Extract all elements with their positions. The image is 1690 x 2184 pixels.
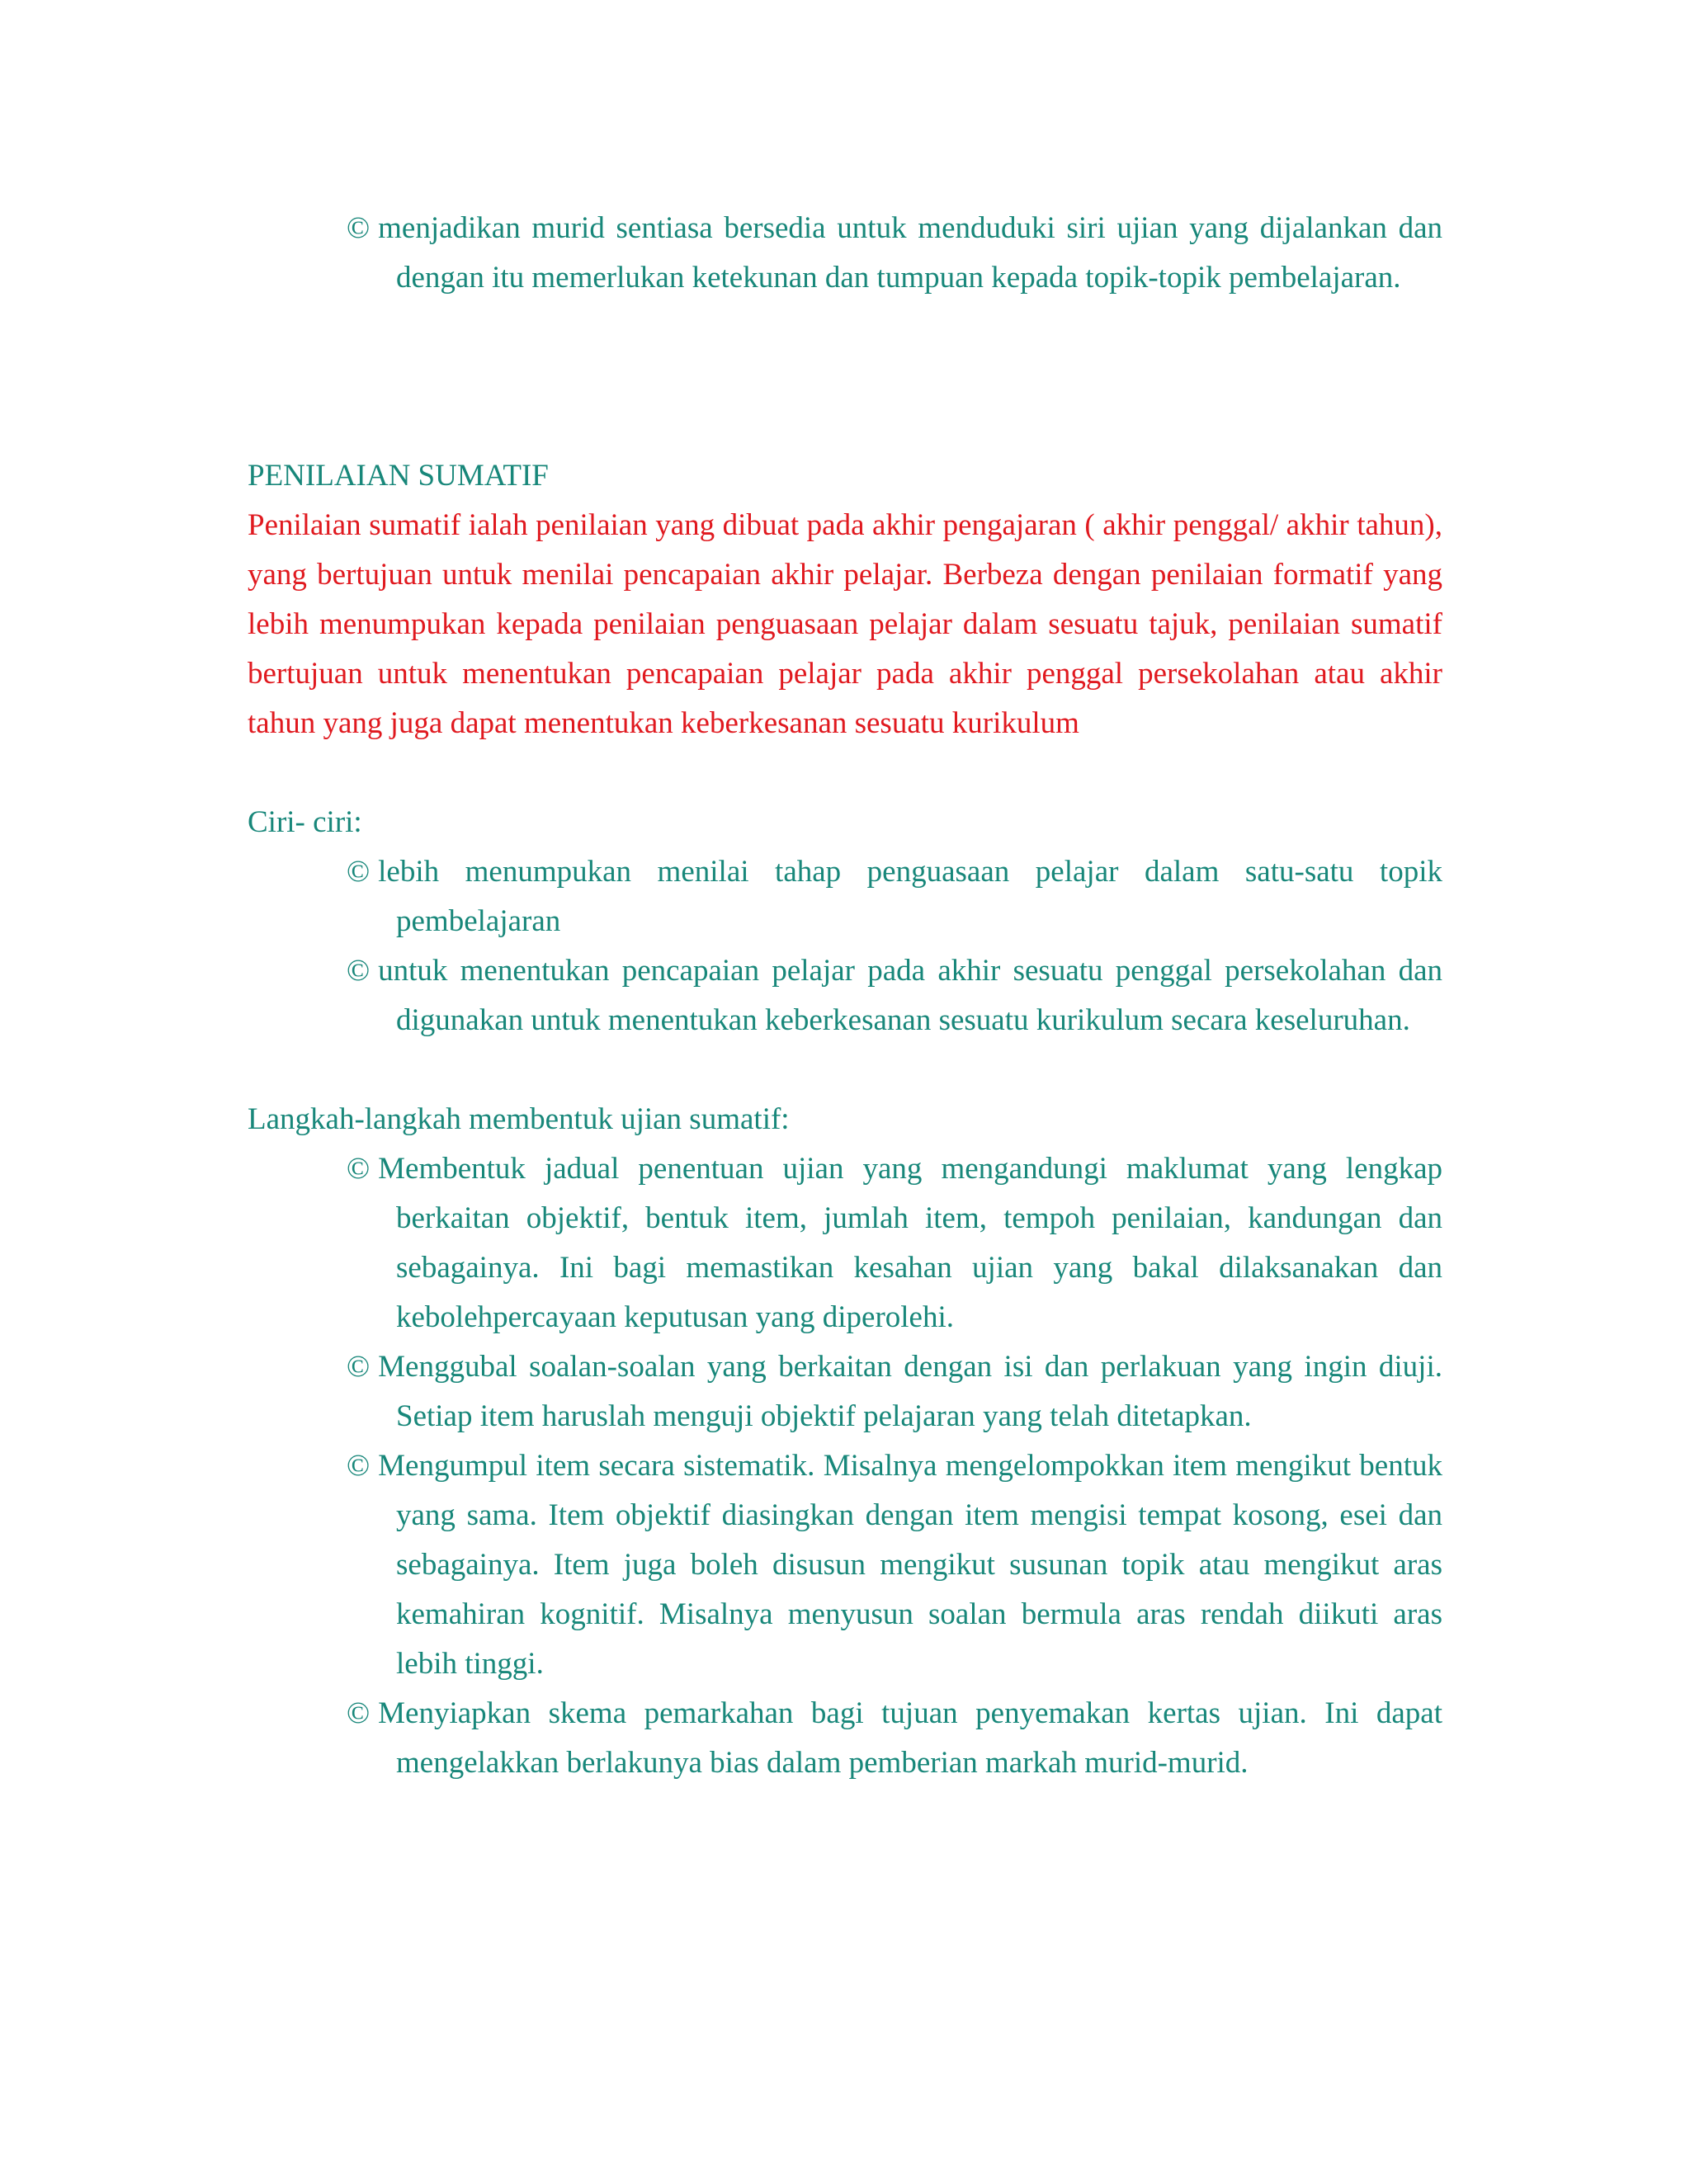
list-item-text: Menyiapkan skema pemarkahan bagi tujuan penyemakan kertas ujian. Ini dapat mengelakkan berlakunya bias dalam pemberian markah murid-murid.: [378, 1696, 1442, 1780]
copyright-bullet-icon: ©: [347, 211, 371, 245]
list-item: [347, 204, 1442, 303]
list-item: [347, 1144, 1442, 1342]
langkah-bullet-list: [248, 1144, 1442, 1788]
spacer: [248, 303, 1442, 451]
definition-paragraph: Penilaian sumatif ialah penilaian yang dibuat pada akhir pengajaran ( akhir penggal/ akhir tahun), yang bertujuan untuk menilai pencapaian akhir pelajar. Berbeza dengan penilaian formatif yang lebih menumpukan kepada penilaian penguasaan pelajar dalam sesuatu tajuk, penilaian sumatif bertujuan untuk menentukan pencapaian pelajar pada akhir penggal persekolahan atau akhir tahun yang juga dapat menentukan keberkesanan sesuatu kurikulum: [248, 508, 1442, 740]
copyright-bullet-icon: ©: [347, 1449, 371, 1483]
list-item-text: untuk menentukan pencapaian pelajar pada akhir sesuatu penggal persekolahan dan digunakan untuk menentukan keberkesanan sesuatu kurikulum secara keseluruhan.: [378, 954, 1442, 1037]
section-heading: PENILAIAN SUMATIF: [248, 459, 549, 493]
copyright-bullet-icon: ©: [347, 1152, 371, 1186]
langkah-label: Langkah-langkah membentuk ujian sumatif:: [248, 1102, 790, 1136]
list-item-text: menjadikan murid sentiasa bersedia untuk menduduki siri ujian yang dijalankan dan dengan itu memerlukan ketekunan dan tumpuan kepada topik-topik pembelajaran.: [378, 211, 1442, 295]
list-item-text: Menggubal soalan-soalan yang berkaitan dengan isi dan perlakuan yang ingin diuji. Setiap item haruslah menguji objektif pelajaran yang telah ditetapkan.: [378, 1350, 1442, 1433]
list-item: [347, 1441, 1442, 1689]
ciri-bullet-list: [248, 847, 1442, 1045]
list-item-text: Mengumpul item secara sistematik. Misalnya mengelompokkan item mengikut bentuk yang sama. Item objektif diasingkan dengan item mengisi tempat kosong, esei dan sebagainya. Item juga boleh disusun mengikut susunan topik atau mengikut aras kemahiran kognitif. Misalnya menyusun soalan bermula aras rendah diikuti aras lebih tinggi.: [378, 1449, 1442, 1681]
list-item: [347, 847, 1442, 946]
document-page: [248, 204, 1442, 1788]
copyright-bullet-icon: ©: [347, 1350, 371, 1384]
ciri-label: Ciri- ciri:: [248, 805, 362, 839]
list-item-text: Membentuk jadual penentuan ujian yang mengandungi maklumat yang lengkap berkaitan objektif, bentuk item, jumlah item, tempoh penilaian, kandungan dan sebagainya. Ini bagi memastikan kesahan ujian yang bakal dilaksanakan dan kebolehpercayaan keputusan yang diperolehi.: [378, 1152, 1442, 1334]
copyright-bullet-icon: ©: [347, 855, 371, 889]
copyright-bullet-icon: ©: [347, 1696, 371, 1730]
spacer: [248, 748, 1442, 798]
list-item-text: lebih menumpukan menilai tahap penguasaan pelajar dalam satu-satu topik pembelajaran: [378, 855, 1442, 938]
copyright-bullet-icon: ©: [347, 954, 371, 988]
intro-bullet-list: [248, 204, 1442, 303]
list-item: [347, 946, 1442, 1045]
spacer: [248, 1045, 1442, 1095]
list-item: [347, 1342, 1442, 1441]
list-item: [347, 1689, 1442, 1788]
